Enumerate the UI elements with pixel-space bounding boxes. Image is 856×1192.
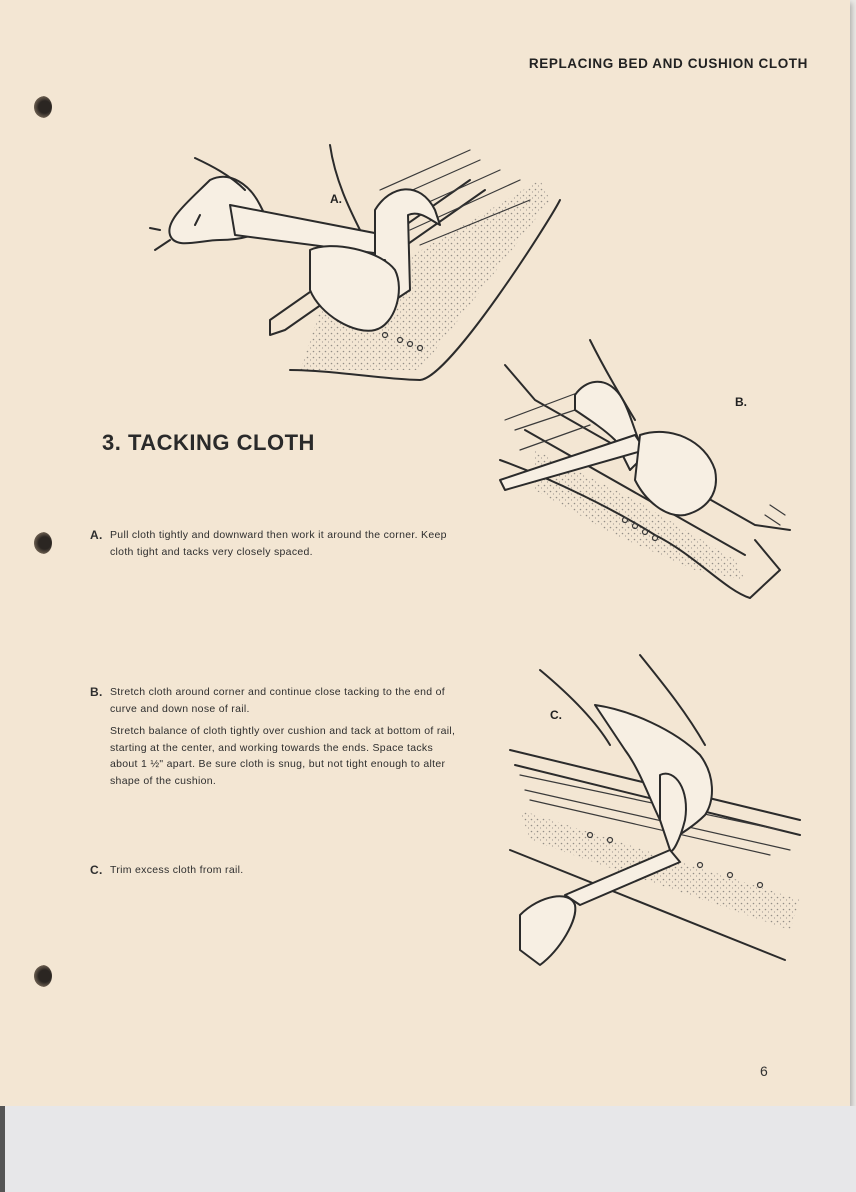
step-b-letter: B. [90, 685, 103, 699]
step-b [90, 684, 462, 795]
page-number: 6 [760, 1063, 768, 1079]
scan-edge [0, 1106, 5, 1192]
binder-hole-middle [34, 532, 52, 554]
step-c-paragraph-1: Trim excess cloth from rail. [110, 864, 244, 876]
figure-c-illustration [500, 650, 800, 970]
scan-background-strip [0, 1106, 856, 1192]
step-c [90, 862, 462, 885]
step-b-paragraph-2: Stretch balance of cloth tightly over cushion and tack at bottom of rail, starting at the center, and working towards the ends. Space tacks about 1 ½" apart. Be sure cloth is snug, but not tight enough to alter shape of the cushion. [110, 725, 456, 787]
hammer-tacking-curve-illustration [495, 340, 795, 602]
figure-c-label: C. [550, 708, 562, 722]
figure-a-label: A. [330, 192, 342, 206]
knife-trimming-cloth-illustration [500, 650, 800, 970]
step-c-letter: C. [90, 863, 103, 877]
binder-hole-top [34, 96, 52, 118]
section-title: 3. TACKING CLOTH [102, 430, 315, 455]
binder-hole-bottom [34, 965, 52, 987]
section-header: REPLACING BED AND CUSHION CLOTH [528, 56, 808, 71]
figure-b-label: B. [735, 395, 747, 409]
step-a-letter: A. [90, 528, 103, 542]
figure-b-illustration [495, 340, 795, 602]
step-b-paragraph-1: Stretch cloth around corner and continue close tacking to the end of curve and down nose of rail. [110, 686, 446, 715]
step-a [90, 527, 462, 566]
step-a-paragraph-1: Pull cloth tightly and downward then work it around the corner. Keep cloth tight and tacks very closely spaced. [110, 529, 447, 558]
